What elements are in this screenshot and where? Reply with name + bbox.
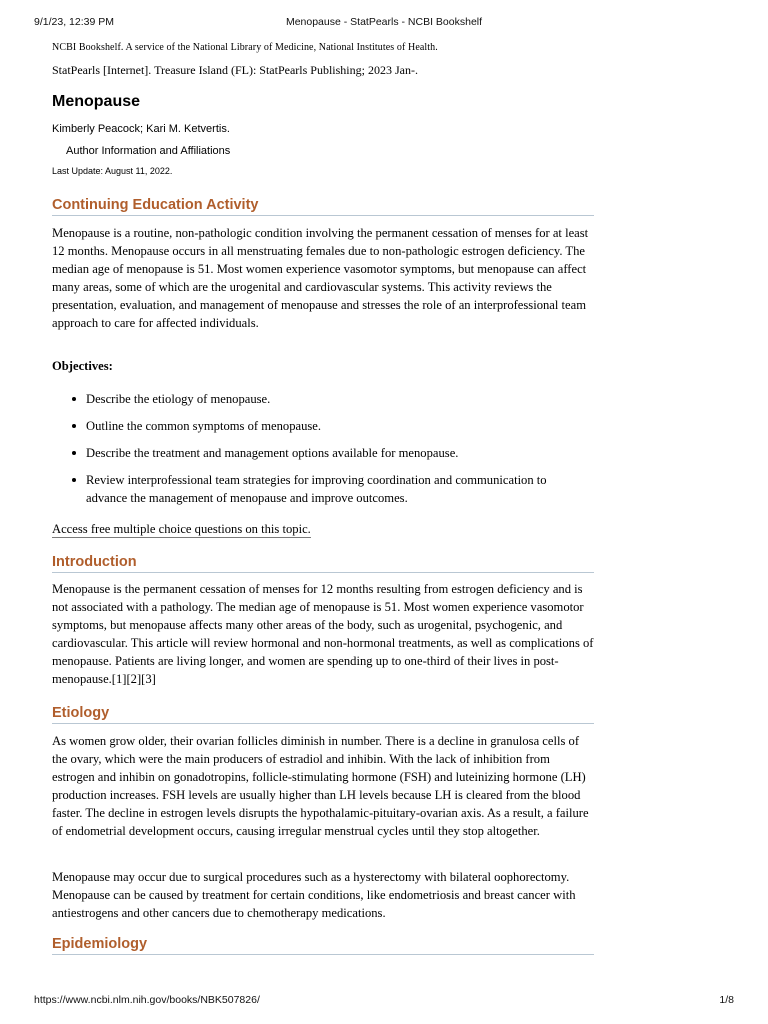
- bullet-icon: [72, 451, 76, 455]
- last-update: Last Update: August 11, 2022.: [52, 166, 173, 176]
- print-header: [34, 16, 734, 30]
- print-url: https://www.ncbi.nlm.nih.gov/books/NBK507826/: [34, 994, 260, 1006]
- introduction-paragraph: Menopause is the permanent cessation of menses for 12 months resulting from estrogen deficiency and is not associated with a pathology. The median age of menopause is 51. Most women experience vasomotor symptoms, but menopause affects many other areas of the body, such as urogenital, psychogenic, and cardiovascular. This article will review hormonal and non-hormonal treatments, as well as complications of menopause. Patients are living longer, and women are spending up to one-third of their lives in post-menopause.[1][2][3]: [52, 582, 594, 686]
- heading-epidemiology: Epidemiology: [52, 936, 594, 955]
- authors: Kimberly Peacock; Kari M. Ketvertis.: [52, 123, 230, 135]
- bullet-icon: [72, 424, 76, 428]
- objective-text: Outline the common symptoms of menopause.: [86, 419, 322, 433]
- heading-etiology: Etiology: [52, 705, 594, 724]
- print-datetime: 9/1/23, 12:39 PM: [34, 16, 114, 28]
- page-number: 1/8: [719, 994, 734, 1006]
- heading-introduction: Introduction: [52, 554, 594, 573]
- objective-text: Describe the etiology of menopause.: [86, 392, 271, 406]
- print-footer: [34, 994, 734, 1008]
- list-item: [86, 471, 586, 507]
- mcq-link[interactable]: Access free multiple choice questions on this topic.: [52, 522, 311, 536]
- bookshelf-note: NCBI Bookshelf. A service of the National Library of Medicine, National Institutes of Health.: [52, 42, 438, 53]
- ce-paragraph: Menopause is a routine, non-pathologic condition involving the permanent cessation of menses for at least 12 months. Menopause occurs in all menstruating females due to non-pathologic estrogen deficiency. The median age of menopause is 51. Most women experience vasomotor symptoms, but menopause can affect many areas, some of which are the urogenital and cardiovascular systems. This activity reviews the presentation, evaluation, and management of menopause and stresses the role of an interprofessional team approach to care for affected individuals.: [52, 226, 589, 330]
- bullet-icon: [72, 397, 76, 401]
- citation: StatPearls [Internet]. Treasure Island (FL): StatPearls Publishing; 2023 Jan-.: [52, 63, 418, 77]
- objective-text: Describe the treatment and management options available for menopause.: [86, 446, 459, 460]
- author-info-link[interactable]: Author Information and Affiliations: [66, 145, 231, 157]
- objectives-label: Objectives:: [52, 359, 113, 373]
- objective-text: Review interprofessional team strategies for improving coordination and communication to advance the management of menopause and improve outcomes.: [86, 473, 547, 505]
- bullet-icon: [72, 478, 76, 482]
- heading-continuing-education: Continuing Education Activity: [52, 197, 594, 216]
- etiology-paragraph-2: Menopause may occur due to surgical procedures such as a hysterectomy with bilateral oophorectomy. Menopause can be caused by treatment for certain conditions, like endometriosis and breast cancer with antiestrogens and other cancers due to chemotherapy medications.: [52, 870, 576, 920]
- list-item: [86, 417, 586, 435]
- list-item: [86, 390, 586, 408]
- page-title: Menopause: [52, 93, 141, 110]
- list-item: [86, 444, 586, 462]
- etiology-paragraph-1: As women grow older, their ovarian follicles diminish in number. There is a decline in granulosa cells of the ovary, which were the main producers of estradiol and inhibin. With the lack of inhibition from estrogen and inhibin on gonadotropins, follicle-stimulating hormone (FSH) and luteinizing hormone (LH) production increases. FSH levels are usually higher than LH levels because LH is cleared from the blood faster. The decline in estrogen levels disrupts the hypothalamic-pituitary-ovarian axis. As a result, a failure of endometrial development occurs, causing irregular menstrual cycles until they stop altogether.: [52, 734, 589, 838]
- print-page-title: Menopause - StatPearls - NCBI Bookshelf: [285, 16, 483, 28]
